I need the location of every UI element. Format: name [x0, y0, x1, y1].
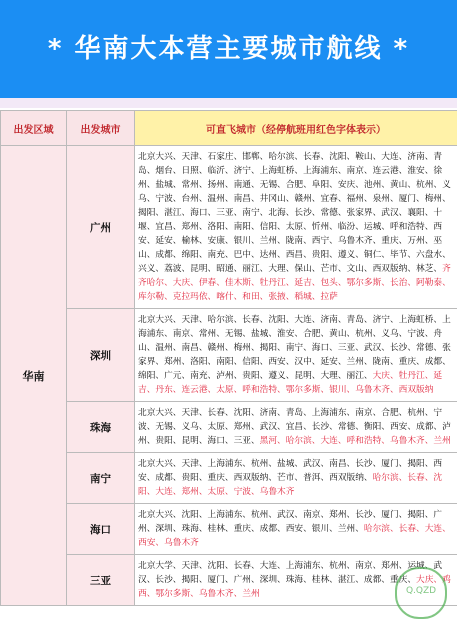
stopover-destinations: 大庆、牡丹江、延吉、丹东、连云港、太原、呼和浩特、鄂尔多斯、银川、乌鲁木齐、西双版纳	[138, 371, 443, 395]
divider-strip	[0, 98, 457, 108]
city-cell: 海口	[67, 504, 135, 555]
direct-destinations: 北京大兴、天津、长春、沈阳、济南、青岛、上海浦东、南京、合肥、杭州、宁波、无锡、义乌、太原、郑州、武汉、宜昌、长沙、常德、衡阳、西安、成都、泸州、贵阳、昆明、海口、三亚、	[138, 408, 451, 446]
region-cell: 华南	[1, 146, 67, 606]
table-row	[1, 146, 457, 309]
destinations-cell	[135, 504, 457, 555]
destinations-cell	[135, 309, 457, 402]
table-row	[1, 504, 457, 555]
city-cell: 深圳	[67, 309, 135, 402]
city-cell: 珠海	[67, 402, 135, 453]
header-region: 出发区域	[1, 111, 67, 146]
city-cell: 三亚	[67, 555, 135, 606]
destinations-cell	[135, 402, 457, 453]
destinations-cell	[135, 453, 457, 504]
stopover-destinations: 大庆、鸡西、鄂尔多斯、乌鲁木齐、兰州	[138, 575, 451, 599]
stopover-destinations: 黑河、哈尔滨、大连、呼和浩特、乌鲁木齐、兰州	[259, 436, 451, 446]
flight-table	[0, 110, 457, 606]
table-row	[1, 453, 457, 504]
table-row	[1, 555, 457, 606]
watermark-logo: Q.QZD	[395, 567, 447, 619]
direct-destinations: 北京大兴、沈阳、上海浦东、杭州、武汉、南京、郑州、长沙、厦门、揭阳、广州、深圳、珠海、桂林、重庆、成都、西安、银川、兰州、	[138, 510, 443, 534]
table-row	[1, 402, 457, 453]
stopover-destinations: 齐齐哈尔、大庆、伊春、佳木斯、牡丹江、延吉、包头、鄂尔多斯、长治、阿勒泰、库尔勒、克拉玛依、喀什、和田、张掖、稻城、拉萨	[138, 264, 451, 302]
city-cell: 广州	[67, 146, 135, 309]
direct-destinations: 北京大兴、天津、哈尔滨、长春、沈阳、大连、济南、青岛、济宁、上海虹桥、上海浦东、南京、常州、无锡、盐城、淮安、合肥、黄山、杭州、义乌、宁波、舟山、温州、南昌、赣州、梅州、揭阳、南宁、海口、三亚、武汉、长沙、常德、张家界、郑州、洛阳、南阳、信阳、西安、汉中、延安、兰州、陇南、重庆、成都、绵阳、广元、南充、泸州、贵阳、遵义、昆明、大理、丽江、	[138, 315, 451, 381]
table-header-row	[1, 111, 457, 146]
table-row	[1, 309, 457, 402]
direct-destinations: 北京大兴、天津、石家庄、邯郸、哈尔滨、长春、沈阳、鞍山、大连、济南、青岛、烟台、日照、临沂、济宁、上海虹桥、上海浦东、南京、连云港、淮安、徐州、盐城、常州、扬州、南通、无锡、合肥、阜阳、安庆、池州、黄山、杭州、义乌、宁波、台州、温州、南昌、井冈山、赣州、宜春、福州、泉州、厦门、梅州、揭阳、湛江、海口、三亚、南宁、北海、长沙、常德、张家界、武汉、襄阳、十堰、宜昌、郑州、洛阳、南阳、信阳、太原、忻州、临汾、运城、呼和浩特、西安、延安、榆林、安康、银川、兰州、陇南、西宁、乌鲁木齐、重庆、万州、巫山、成都、绵阳、南充、巴中、达州、西昌、贵阳、遵义、铜仁、毕节、六盘水、兴义、荔波、昆明、昭通、丽江、大理、保山、芒市、文山、西双版纳、林芝、	[138, 152, 451, 274]
direct-destinations: 北京大学、天津、沈阳、长春、大连、上海浦东、杭州、南京、郑州、运城、武汉、长沙、揭阳、厦门、广州、深圳、珠海、桂林、湛江、成都、重庆、	[138, 561, 443, 585]
city-cell: 南宁	[67, 453, 135, 504]
title-banner	[0, 0, 457, 104]
header-city: 出发城市	[67, 111, 135, 146]
header-destinations: 可直飞城市（经停航班用红色字体表示）	[135, 111, 457, 146]
destinations-cell	[135, 146, 457, 309]
page-title: * 华南大本营主要城市航线 *	[47, 34, 410, 64]
direct-destinations: 北京大兴、天津、上海浦东、杭州、盐城、武汉、南昌、长沙、厦门、揭阳、西安、成都、贵阳、重庆、西双版纳、芒市、普洱、西双版纳、	[138, 459, 443, 483]
stopover-destinations: 哈尔滨、长春、大连、西安、乌鲁木齐	[138, 524, 451, 548]
stopover-destinations: 哈尔滨、长春、沈阳、大连、郑州、太原、宁波、乌鲁木齐	[138, 473, 443, 497]
